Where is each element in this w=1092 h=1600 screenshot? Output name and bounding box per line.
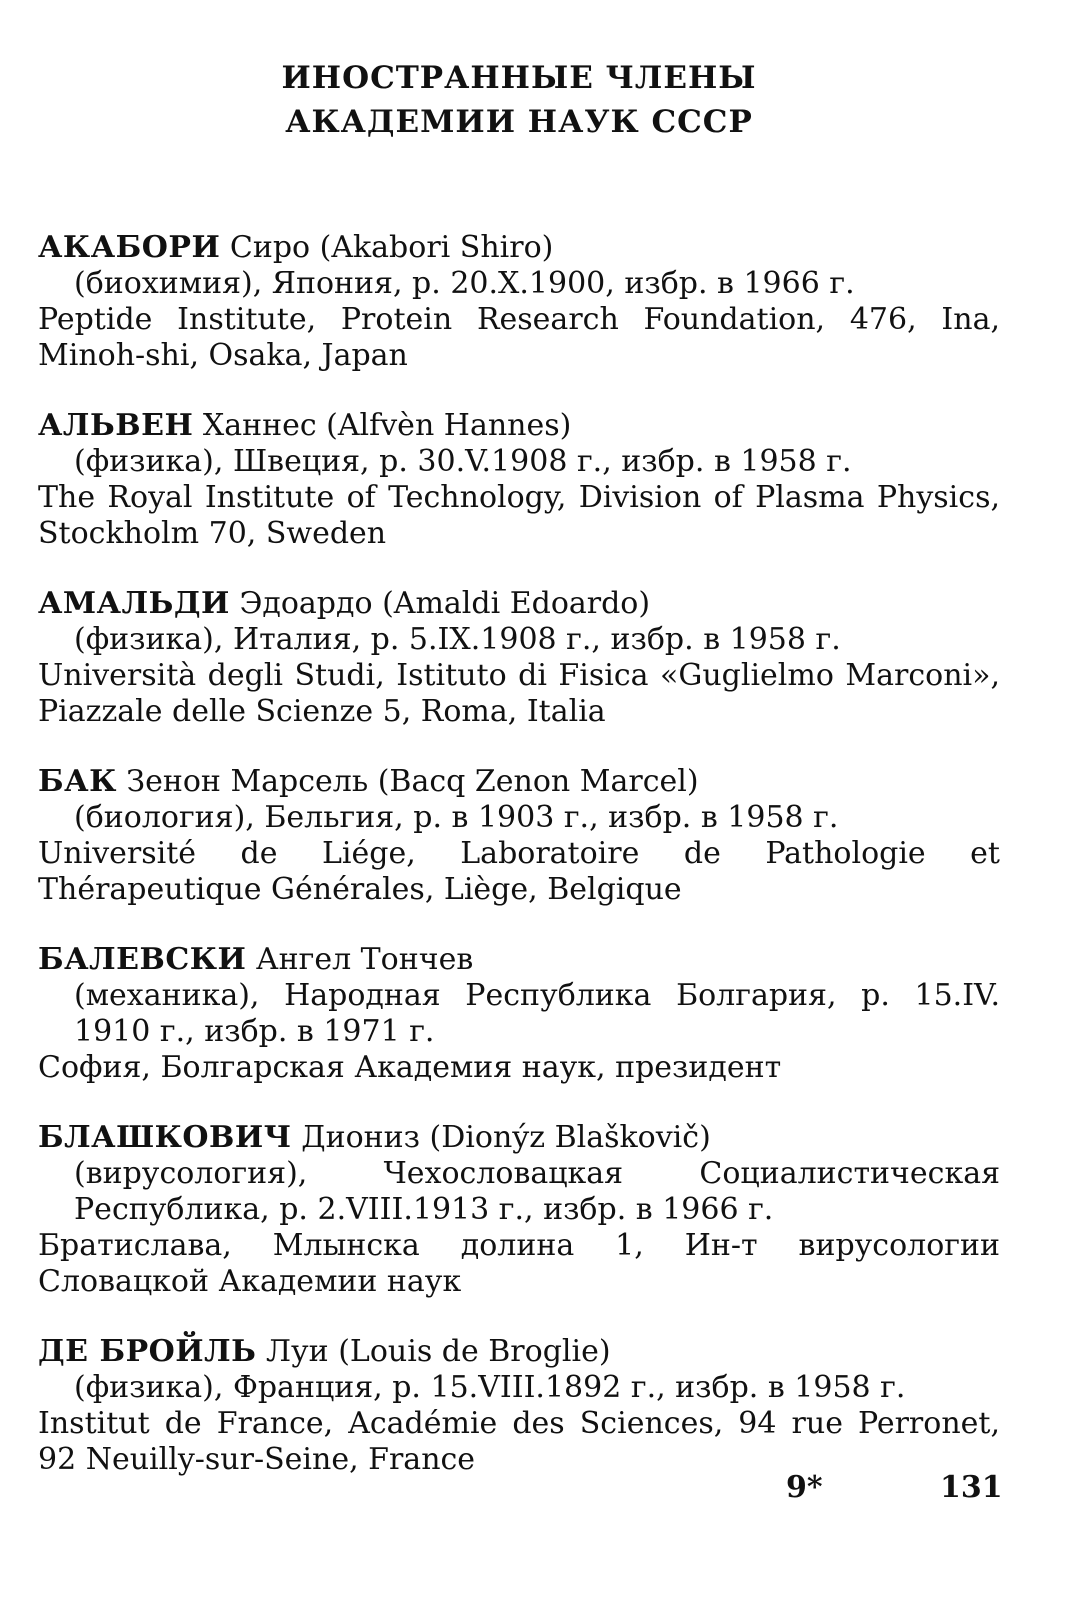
entry-heading (38, 1334, 1000, 1370)
entry-address: The Royal Institute of Technology, Division of Plasma Physics, Stockholm 70, Sweden (38, 480, 1000, 551)
entry-heading (38, 1120, 1000, 1156)
entry-name: Ханнес (Alfvèn Hannes) (202, 408, 572, 443)
entry-heading (38, 408, 1000, 444)
entry-info: (механика), Народная Республика Болгария, р. 15.IV. 1910 г., избр. в 1971 г. (74, 978, 1000, 1049)
entry-address: Institut de France, Académie des Sciences, 94 rue Perronet, 92 Neuilly-sur-Seine, France (38, 1406, 1000, 1477)
title-line-2: АКАДЕМИИ НАУК СССР (285, 104, 753, 140)
entry-address: Братислава, Млынска долина 1, Ин-т вирусологии Словацкой Академии наук (38, 1228, 1000, 1299)
member-entry-bacq (38, 764, 1000, 908)
entry-address: Université de Liége, Laboratoire de Pathologie et Thérapeutique Générales, Liège, Belgique (38, 836, 1000, 907)
entry-surname: БЛАШКОВИЧ (38, 1120, 292, 1155)
entry-name: Зенон Марсель (Bacq Zenon Marcel) (126, 764, 699, 799)
entry-heading (38, 942, 1000, 978)
title-line-1: ИНОСТРАННЫЕ ЧЛЕНЫ (281, 60, 757, 96)
member-entry-blaskovic (38, 1120, 1000, 1300)
entry-info: (физика), Швеция, р. 30.V.1908 г., избр. в 1958 г. (74, 444, 852, 479)
entry-surname: АКАБОРИ (38, 230, 221, 265)
entry-surname: АЛЬВЕН (38, 408, 194, 443)
entry-heading (38, 764, 1000, 800)
entry-info: (физика), Франция, р. 15.VIII.1892 г., избр. в 1958 г. (74, 1370, 906, 1405)
entry-heading (38, 586, 1000, 622)
member-entry-balevski (38, 942, 1000, 1086)
entry-surname: БАЛЕВСКИ (38, 942, 247, 977)
entry-address: Università degli Studi, Istituto di Fisica «Guglielmo Marconi», Piazzale delle Scienze 5, Roma, Italia (38, 658, 1000, 729)
entry-address: Peptide Institute, Protein Research Foundation, 476, Ina, Minoh-shi, Osaka, Japan (38, 302, 1000, 373)
signature-mark: 9* (786, 1470, 823, 1505)
entry-name: Ангел Тончев (255, 942, 474, 977)
member-entry-alfven (38, 408, 1000, 552)
member-entry-akabori (38, 230, 1000, 374)
entry-info: (биология), Бельгия, р. в 1903 г., избр. в 1958 г. (74, 800, 839, 835)
entry-heading (38, 230, 1000, 266)
page-footer (0, 1470, 1092, 1510)
entry-surname: БАК (38, 764, 117, 799)
document-page (38, 56, 1000, 1512)
entry-surname: АМАЛЬДИ (38, 586, 230, 621)
entry-info: (вирусология), Чехословацкая Социалистическая Республика, р. 2.VIII.1913 г., избр. в 1966 г. (74, 1156, 1000, 1227)
page-number: 131 (940, 1470, 1003, 1505)
page-title (38, 56, 1000, 144)
entry-name: Сиро (Akabori Shiro) (229, 230, 554, 265)
entry-info: (физика), Италия, р. 5.IX.1908 г., избр. в 1958 г. (74, 622, 841, 657)
entry-name: Диониз (Dionýz Blaškovič) (301, 1120, 711, 1155)
entry-name: Эдоардо (Amaldi Edoardo) (239, 586, 651, 621)
entry-address: София, Болгарская Академия наук, президент (38, 1050, 782, 1085)
entry-name: Луи (Louis de Broglie) (266, 1334, 611, 1369)
member-entry-amaldi (38, 586, 1000, 730)
member-entry-de-broglie (38, 1334, 1000, 1478)
entry-info: (биохимия), Япония, р. 20.X.1900, избр. в 1966 г. (74, 266, 855, 301)
entry-surname: ДЕ БРОЙЛЬ (38, 1334, 257, 1369)
